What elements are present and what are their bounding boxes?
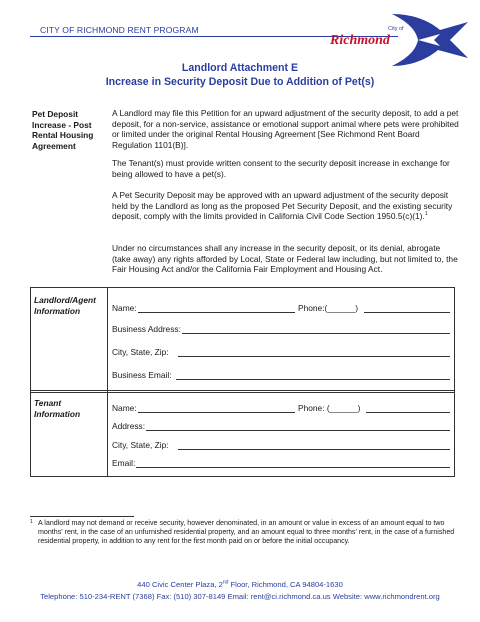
footer-address-part-2: Floor, Richmond, CA 94804-1630 — [228, 580, 343, 589]
tenant-city-line[interactable] — [178, 449, 450, 450]
tenant-address-line[interactable] — [146, 430, 450, 431]
city-logo — [300, 10, 472, 70]
landlord-name-label: Name: — [112, 303, 137, 313]
intro-paragraph-4: Under no circumstances shall any increase in the security deposit, or its denial, abrogate (take away) any rights afforded by Local, State or Federal law including, but not limited to, the Fair Housing Act and/or the California Fair Employment and Housing Act. — [112, 243, 458, 275]
footnote — [30, 519, 460, 546]
tenant-address-field[interactable] — [112, 421, 450, 433]
landlord-box-divider — [107, 287, 108, 393]
program-name: CITY OF RICHMOND RENT PROGRAM — [40, 25, 199, 35]
landlord-address-line[interactable] — [182, 333, 450, 334]
landlord-email-field[interactable] — [112, 370, 450, 382]
richmond-bird-icon — [300, 10, 472, 70]
tenant-box-divider — [107, 390, 108, 477]
landlord-city-line[interactable] — [178, 356, 450, 357]
landlord-email-line[interactable] — [176, 379, 450, 380]
footnote-text: A landlord may not demand or receive security, however denominated, in an amount or value in excess of an amount equal to two months' rent, in the case of an unfurnished residential property, and an amount equal to three months' rent, in the case of a furnished residential property, in addition to any rent for the first month paid on or before the initial occupancy. — [38, 519, 455, 546]
tenant-email-field[interactable] — [112, 458, 450, 470]
tenant-email-line[interactable] — [136, 467, 450, 468]
footer-contact: Telephone: 510-234-RENT (7368) Fax: (510) 307-8149 Email: rent@ci.richmond.ca.us Website: www.richmondrent.org — [40, 592, 440, 601]
landlord-name-line[interactable] — [138, 312, 295, 313]
logo-wordmark: Richmond — [330, 33, 390, 48]
landlord-city-field[interactable] — [112, 347, 450, 359]
landlord-address-field[interactable] — [112, 324, 450, 336]
tenant-name-field[interactable] — [112, 403, 450, 415]
footer-address — [0, 580, 480, 589]
landlord-section-label: Landlord/Agent Information — [34, 295, 96, 316]
tenant-city-field[interactable] — [112, 440, 450, 452]
intro-paragraph-3 — [112, 190, 460, 222]
page-title: Landlord Attachment E — [181, 62, 299, 74]
tenant-name-label: Name: — [112, 403, 137, 413]
footer-address-part-1: 440 Civic Center Plaza, 2 — [137, 580, 223, 589]
tenant-phone-line[interactable] — [366, 412, 450, 413]
tenant-city-label: City, State, Zip: — [112, 440, 169, 450]
landlord-email-label: Business Email: — [112, 370, 172, 380]
section-label-pet-deposit: Pet Deposit Increase - Post Rental Housing Agreement — [32, 109, 94, 151]
footnote-reference: 1 — [424, 211, 428, 218]
landlord-phone-label: Phone:(______) — [298, 303, 359, 313]
intro-paragraph-1: A Landlord may file this Petition for an upward adjustment of the security deposit, to add a pet deposit, for a non-service, assistance or emotional support animal where pets were prohibited or limited under the original Rental Housing Agreement [See Richmond Rent Board Regulation 1101(B)]. — [112, 108, 459, 150]
footer-address-ordinal: nd — [222, 579, 229, 586]
logo-city-of: City of — [388, 26, 404, 32]
tenant-section-label: Tenant Information — [34, 398, 81, 419]
landlord-name-field[interactable] — [112, 303, 450, 315]
tenant-address-label: Address: — [112, 421, 146, 431]
tenant-phone-label: Phone: (______) — [298, 403, 361, 413]
landlord-address-label: Business Address: — [112, 324, 181, 334]
page-subtitle: Increase in Security Deposit Due to Addition of Pet(s) — [105, 76, 375, 88]
tenant-email-label: Email: — [112, 458, 136, 468]
tenant-name-line[interactable] — [138, 412, 295, 413]
landlord-phone-line[interactable] — [364, 312, 450, 313]
intro-paragraph-2: The Tenant(s) must provide written consent to the security deposit increase in exchange for being allowed to have a pet(s). — [112, 158, 450, 179]
landlord-city-label: City, State, Zip: — [112, 347, 169, 357]
footnote-number: 1 — [30, 519, 33, 525]
intro-paragraph-3-text: A Pet Security Deposit may be approved with an upward adjustment of the security deposit held by the Landlord as long as the proposed Pet Security Deposit, and the existing security deposit, comply with the limits provided in California Civil Code Section 1950.5(c)(1). — [112, 190, 453, 222]
footnote-rule — [30, 516, 134, 517]
